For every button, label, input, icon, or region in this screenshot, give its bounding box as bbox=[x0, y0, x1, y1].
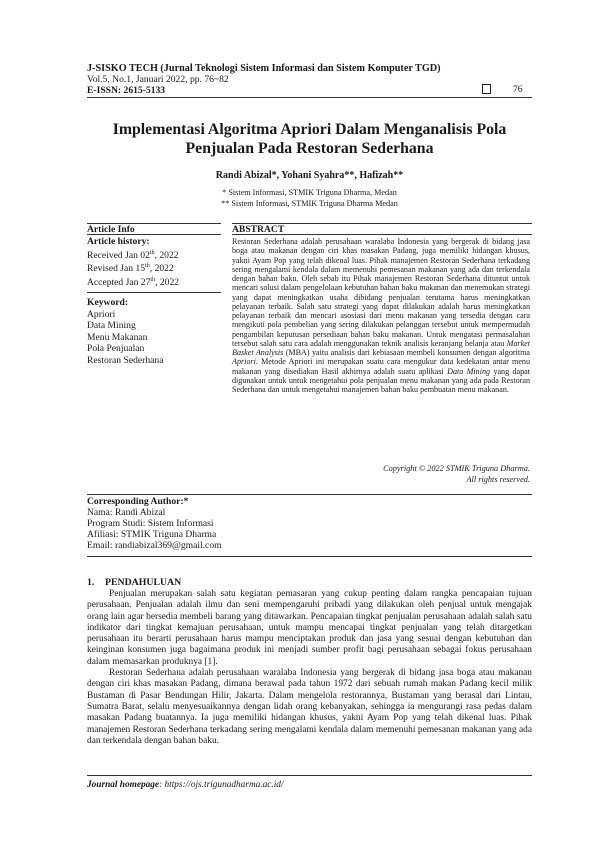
keyword-item: Pola Penjualan bbox=[87, 343, 145, 354]
keyword-label: Keyword: bbox=[87, 297, 129, 308]
author-program: Program Studi: Sistem Informasi bbox=[87, 518, 214, 529]
author-affiliation: Afiliasi: STMIK Triguna Dharma bbox=[87, 529, 217, 540]
corresponding-author bbox=[87, 496, 222, 551]
accepted-date: Accepted Jan 27th, 2022 bbox=[87, 276, 180, 289]
corresponding-heading: Corresponding Author:* bbox=[87, 496, 189, 507]
title-line: Penjualan Pada Restoran Sederhana bbox=[185, 140, 434, 157]
section-number: 1. bbox=[87, 577, 95, 588]
copyright-line: Copyright © 2022 STMIK Triguna Dharma. bbox=[383, 464, 530, 473]
corresponding-rule bbox=[87, 494, 532, 495]
author-name: Nama: Randi Abizal bbox=[87, 507, 166, 518]
homepage-url: : https://ojs.trigunadharma.ac.id/ bbox=[159, 780, 284, 790]
abstract-heading: ABSTRACT bbox=[232, 224, 285, 235]
corresponding-bottom-rule bbox=[87, 556, 532, 557]
authors: Randi Abizal*, Yohani Syahra**, Hafizah** bbox=[215, 170, 404, 181]
journal-name: J-SISKO TECH (Jurnal Teknologi Sistem Informasi dan Sistem Komputer TGD) bbox=[87, 63, 441, 74]
article-info-heading: Article Info bbox=[87, 224, 135, 235]
volume-line: Vol.5, No.1, Januari 2022, pp. 76~82 bbox=[87, 74, 229, 85]
article-history bbox=[87, 236, 227, 289]
abstract-body bbox=[232, 237, 530, 394]
header-rule bbox=[87, 97, 532, 98]
issn: E-ISSN: 2615-5133 bbox=[87, 85, 166, 96]
author-email: Email: randiabizal369@gmail.com bbox=[87, 540, 222, 551]
keyword-item: Restoran Sederhana bbox=[87, 354, 164, 366]
copyright-notice bbox=[232, 464, 530, 485]
journal-homepage bbox=[87, 780, 284, 790]
keyword-rule bbox=[87, 292, 221, 293]
page-number: 76 bbox=[513, 84, 523, 95]
homepage-label: Journal homepage bbox=[87, 780, 160, 790]
history-label: Article history: bbox=[87, 236, 150, 247]
keyword-item: Menu Makanan bbox=[87, 331, 148, 343]
rights-line: All rights reserved. bbox=[466, 474, 530, 484]
keyword-item: Data Mining bbox=[87, 320, 136, 331]
title-line: Implementasi Algoritma Apriori Dalam Menganalisis Pola bbox=[112, 121, 507, 138]
keyword-item: Apriori bbox=[87, 308, 116, 320]
paragraph: Penjualan merupakan salah satu kegiatan pemasaran yang cukup penting dalam rangka pencapaian tujuan perusahaan. Penjualan adalah ilmu dan seni mempengaruhi pribadi yang dilakukan oleh penjual untuk mengajak orang lain agar bersedia membeli barang yang ditawarkan. Pencapaian tingkat penjualan perusahaan adalah salah satu indikator dari tingkat kemajuan perusahaan, untuk mampu mencapai tingkat penjualan yang telah ditargetkan perusahaan itu berarti perusahaan harus mampu menciptakan produk dan jasa yang sesuai dengan kebutuhan dan keinginan konsumen juga bagaimana produk ini menjadi sumber profit bagi perusahaan sebagai fokus perusahaan dalam memasarkan produknya [1]. bbox=[87, 589, 532, 667]
affiliation: * Sistem Informasi, STMIK Triguna Dharma, Medan bbox=[222, 188, 397, 197]
footer-rule bbox=[87, 775, 532, 776]
paper-title bbox=[87, 120, 532, 158]
revised-date: Revised Jan 15th, 2022 bbox=[87, 263, 174, 275]
received-date: Received Jan 02th, 2022 bbox=[87, 249, 179, 261]
introduction-body bbox=[87, 589, 532, 747]
section-heading bbox=[87, 577, 181, 588]
paragraph: Restoran Sederhana adalah perusahaan waralaba Indonesia yang bergerak di bidang jasa boga atau makanan dengan ciri khas masakan Padang, dimana berawal pada tahun 1972 dari sebuah rumah makan Padang kecil milik Bustaman di Pasar Bendungan Hilir, Jakarta. Dalam mengelola restorannya, Bustaman yang berasal dari Lintau, Sumatra Barat, selalu menyesuaikannya dengan lidah orang kebanyakan, sehingga ia mengurangi rasa pedas dalam masakan Padang buatannya. Ia juga memiliki hidangan khusus, yakni Ayam Pop yang telah dikenal luas. Pihak manajemen Restoran Sederhana terkadang sering mengalami kendala dalam memenuhi pemesanan makanan yang ada dan terkendala dengan bahan baku. bbox=[87, 668, 532, 746]
abstract-text: Restoran Sederhana adalah perusahaan waralaba Indonesia yang bergerak di bidang jasa boga atau makanan dengan ciri khas masakan Padang, juga memiliki hidangan khusus, yakni Ayam Pop yang telah dikenal luas. Pihak manajemen Restoran Sederhana terkadang sering mengalami kendala dalam memenuhi pemesanan makanan yang ada dan terkendala dengan bahan baku. Oleh sebab itu Pihak manajemen Restoran Sederhana dituntut untuk mencari solusi dalam pengelolaan kebutuhan bahan baku makanan dan menemukan strategi yang dapat meningkatkan usaha dibidang penjualan terutama harus meningkatkan pelayanan terbaik. Salah satu strategi yang dapat dilakukan adalah harus meningkatkan pelayanan terbaik dan mencari asosiasi dari menu makanan yang tersedia dengan cara mengikuti pola pembelian yang sering dilakukan pelanggan tersebut untuk mempermudah pengambilan keputusan persediaan bahan baku makanan. Untuk mengatasi permasalahan tersebut salah satu cara adalah menggunakan teknik analisis keranjang belanja atau Market Basket Analysis (MBA) yaitu analisis dari kebiasaan membeli konsumen dengan algoritma Apriori. Metode Apriori ini merupakan suatu cara mengukur data kedekatan antar menu makanan yang disediakan Hasil akhirnya adalah suatu aplikasi Data Mining yang dapat digunakan untuk untuk mengetahui pola penjualan menu makanan yang ada pada Restoran Sederhana dan untuk mengetahui manajemen bahan baku pembuatan menu makanan. bbox=[232, 237, 531, 394]
page-icon bbox=[482, 84, 491, 94]
section-title: PENDAHULUAN bbox=[105, 577, 182, 588]
keyword-list bbox=[87, 297, 227, 366]
affiliation: ** Sistem Informasi, STMIK Triguna Dharma Medan bbox=[221, 199, 398, 208]
